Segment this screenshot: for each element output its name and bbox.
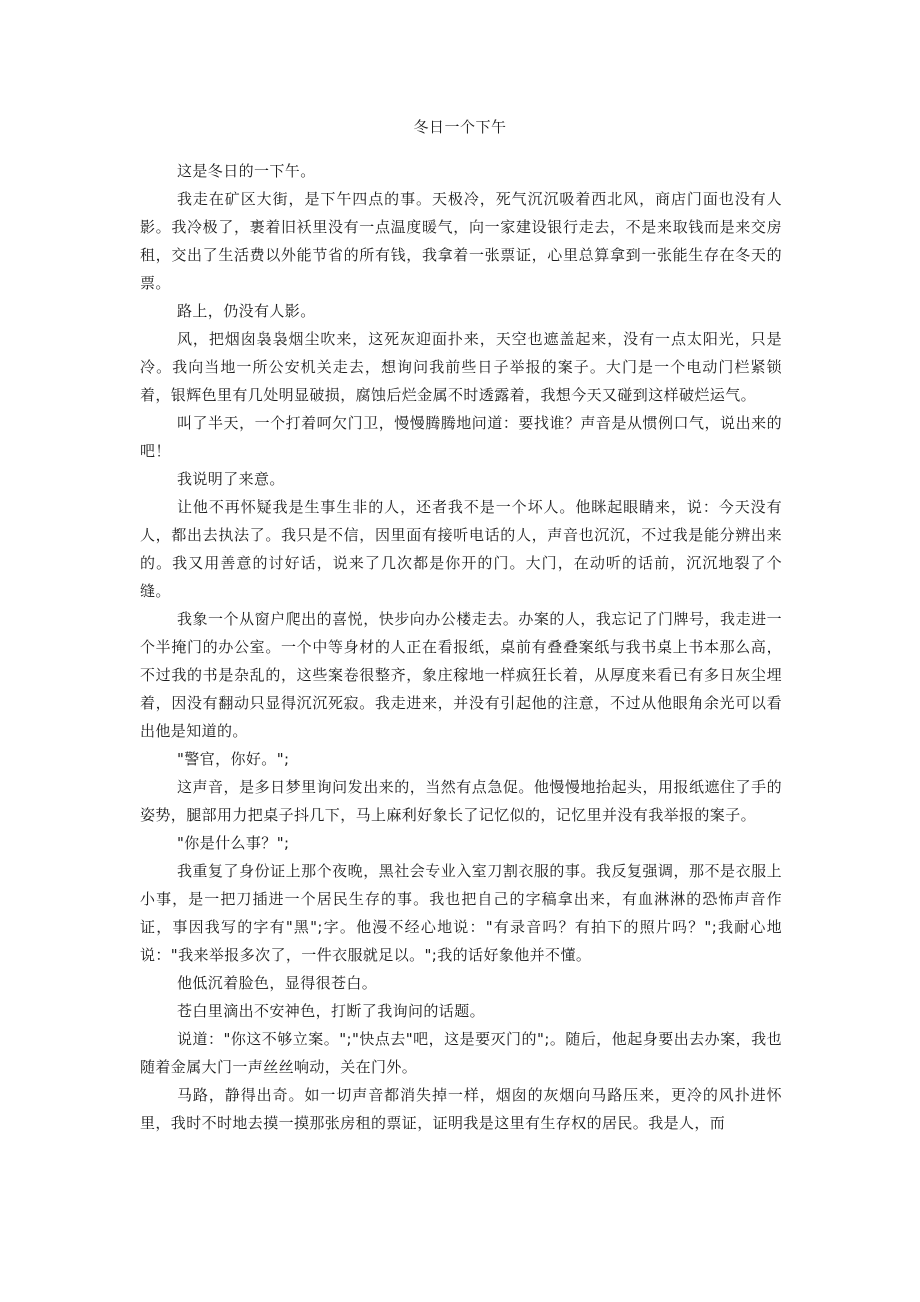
paragraph: 叫了半天，一个打着呵欠门卫，慢慢腾腾地问道：要找谁？声音是从惯例口气，说出来的吧！: [140, 414, 782, 460]
document-body: [140, 157, 782, 1137]
paragraph: 这声音，是多日梦里询问发出来的，当然有点急促。他慢慢地抬起头，用报纸遮住了手的姿势，腿部用力把桌子抖几下，马上麻利好象长了记忆似的，记忆里并没有我举报的案子。: [140, 778, 782, 824]
paragraph: "你是什么事？";: [177, 834, 290, 852]
paragraph: "警官，你好。";: [177, 750, 290, 768]
paragraph: 这是冬日的一下午。: [177, 162, 316, 180]
paragraph: 说道："你这不够立案。";"快点去"吧，这是要灭门的";。随后，他起身要出去办案，我也随着金属大门一声丝丝响动，关在门外。: [140, 1030, 782, 1076]
paragraph: 他低沉着脸色，显得很苍白。: [177, 974, 378, 992]
paragraph: 我走在矿区大街，是下午四点的事。天极冷，死气沉沉吸着西北风，商店门面也没有人影。我冷极了，裹着旧袄里没有一点温度暖气，向一家建设银行走去，不是来取钱而是来交房租，交出了生活费以外能节省的所有钱，我拿着一张票证，心里总算拿到一张能生存在冬天的票。: [140, 190, 782, 292]
paragraph: 我象一个从窗户爬出的喜悦，快步向办公楼走去。办案的人，我忘记了门牌号，我走进一个半掩门的办公室。一个中等身材的人正在看报纸，桌前有叠叠案纸与我书桌上书本那么高，不过我的书是杂乱的，这些案卷很整齐，象庄稼地一样疯狂长着，从厚度来看已有多日灰尘埋着，因没有翻动只显得沉沉死寂。我走进来，并没有引起他的注意，不过从他眼角余光可以看出他是知道的。: [140, 610, 782, 740]
paragraph: 我重复了身份证上那个夜晚，黑社会专业入室刀割衣服的事。我反复强调，那不是衣服上小事，是一把刀插进一个居民生存的事。我也把自己的字稿拿出来，有血淋淋的恐怖声音作证，事因我写的字有"黑";字。他漫不经心地说："有录音吗？有拍下的照片吗？";我耐心地说："我来举报多次了，一件衣服就足以。";我的话好象他并不懂。: [140, 862, 782, 964]
paragraph: 苍白里滴出不安神色，打断了我询问的话题。: [177, 1002, 486, 1020]
paragraph: 让他不再怀疑我是生事生非的人，还者我不是一个坏人。他眯起眼睛来，说：今天没有人，都出去执法了。我只是不信，因里面有接听电话的人，声音也沉沉，不过我是能分辨出来的。我又用善意的讨好话，说来了几次都是你开的门。大门，在动听的话前，沉沉地裂了个缝。: [140, 498, 782, 600]
paragraph: 我说明了来意。: [177, 470, 285, 488]
paragraph: 马路，静得出奇。如一切声音都消失掉一样，烟囱的灰烟向马路压来，更冷的风扑进怀里，我时不时地去摸一摸那张房租的票证，证明我是这里有生存权的居民。我是人，而: [140, 1086, 782, 1132]
paragraph: 路上，仍没有人影。: [177, 302, 316, 320]
paragraph: 风，把烟囱袅袅烟尘吹来，这死灰迎面扑来，天空也遮盖起来，没有一点太阳光，只是冷。我向当地一所公安机关走去，想询问我前些日子举报的案子。大门是一个电动门栏紧锁着，银辉色里有几处明显破损，腐蚀后烂金属不时透露着，我想今天又碰到这样破烂运气。: [140, 330, 782, 404]
document-title: 冬日一个下午: [413, 118, 507, 136]
